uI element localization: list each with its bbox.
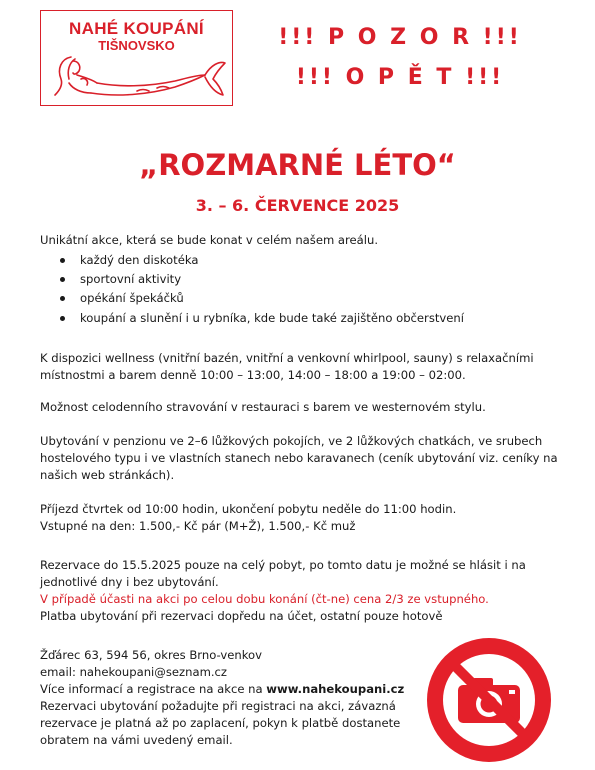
mermaid-icon <box>47 53 227 105</box>
lodging-line: Ubytování v penzionu ve 2–6 lůžkových pokojích, ve 2 lůžkových chatkách, ve srubech <box>40 434 543 448</box>
logo-subtitle: TIŠNOVSKO <box>98 38 175 53</box>
warning-heading-opet: !!! O P Ě T !!! <box>295 65 505 90</box>
warning-heading-pozor: !!! P O Z O R !!! <box>278 25 522 50</box>
lodging-line: hostelového typu i ve vlastních stanech nebo karavanech (ceník ubytování viz. ceníky na <box>40 451 558 465</box>
arrival-line: Příjezd čtvrtek od 10:00 hodin, ukončení pobytu neděle do 11:00 hodin. <box>40 502 457 516</box>
entry-price-line: Vstupné na den: 1.500,- Kč pár (M+Ž), 1.500,- Kč muž <box>40 519 356 533</box>
reservation-paragraph <box>40 557 560 625</box>
info-prefix: Více informací a registrace na akce na <box>40 682 267 696</box>
no-camera-sign-icon <box>427 638 551 762</box>
wellness-line: K dispozici wellness (vnitřní bazén, vnitřní a venkovní whirlpool, sauny) s relaxačními <box>40 351 534 365</box>
reservation-line: Rezervace do 15.5.2025 pouze na celý pobyt, po tomto datu je možné se hlásit i na <box>40 558 526 572</box>
payment-note: Platba ubytování při rezervaci dopředu na účet, ostatní pouze hotově <box>40 609 443 623</box>
list-item: každý den diskotéka <box>58 251 464 270</box>
logo-title: NAHÉ KOUPÁNÍ <box>69 19 204 38</box>
wellness-line: místnostmi a barem denně 10:00 – 13:00, 14:00 – 18:00 a 19:00 – 02:00. <box>40 368 466 382</box>
list-item: opékání špekáčků <box>58 289 464 308</box>
contact-block <box>40 647 420 749</box>
food-paragraph: Možnost celodenního stravování v restauraci s barem ve westernovém stylu. <box>40 400 486 414</box>
registration-note-line: obratem na vámi uvedený email. <box>40 733 233 747</box>
reservation-line: jednotlivé dny i bez ubytování. <box>40 575 219 589</box>
list-item: sportovní aktivity <box>58 270 464 289</box>
info-line <box>40 681 420 698</box>
reservation-discount-note: V případě účasti na akci po celou dobu konání (čt-ne) cena 2/3 ze vstupného. <box>40 592 489 606</box>
event-dates: 3. – 6. ČERVENCE 2025 <box>195 196 400 215</box>
lodging-line: našich web stránkách). <box>40 468 175 482</box>
feature-list <box>58 251 464 328</box>
intro-text: Unikátní akce, která se bude konat v celém našem areálu. <box>40 233 379 247</box>
lodging-paragraph <box>40 433 560 484</box>
registration-note-line: rezervace je platná až po zaplacení, pokyn k platbě dostanete <box>40 716 401 730</box>
event-title: „ROZMARNÉ LÉTO“ <box>139 148 456 182</box>
logo <box>40 10 233 106</box>
arrival-paragraph <box>40 501 560 535</box>
list-item: koupání a slunění i u rybníka, kde bude také zajištěno občerstvení <box>58 309 464 328</box>
address-line: Žďárec 63, 594 56, okres Brno-venkov <box>40 648 262 662</box>
email-line[interactable]: email: nahekoupani@seznam.cz <box>40 665 228 679</box>
registration-note-line: Rezervaci ubytování požadujte při registraci na akci, závazná <box>40 699 396 713</box>
website-link[interactable]: www.nahekoupani.cz <box>266 682 405 696</box>
wellness-paragraph <box>40 350 560 384</box>
